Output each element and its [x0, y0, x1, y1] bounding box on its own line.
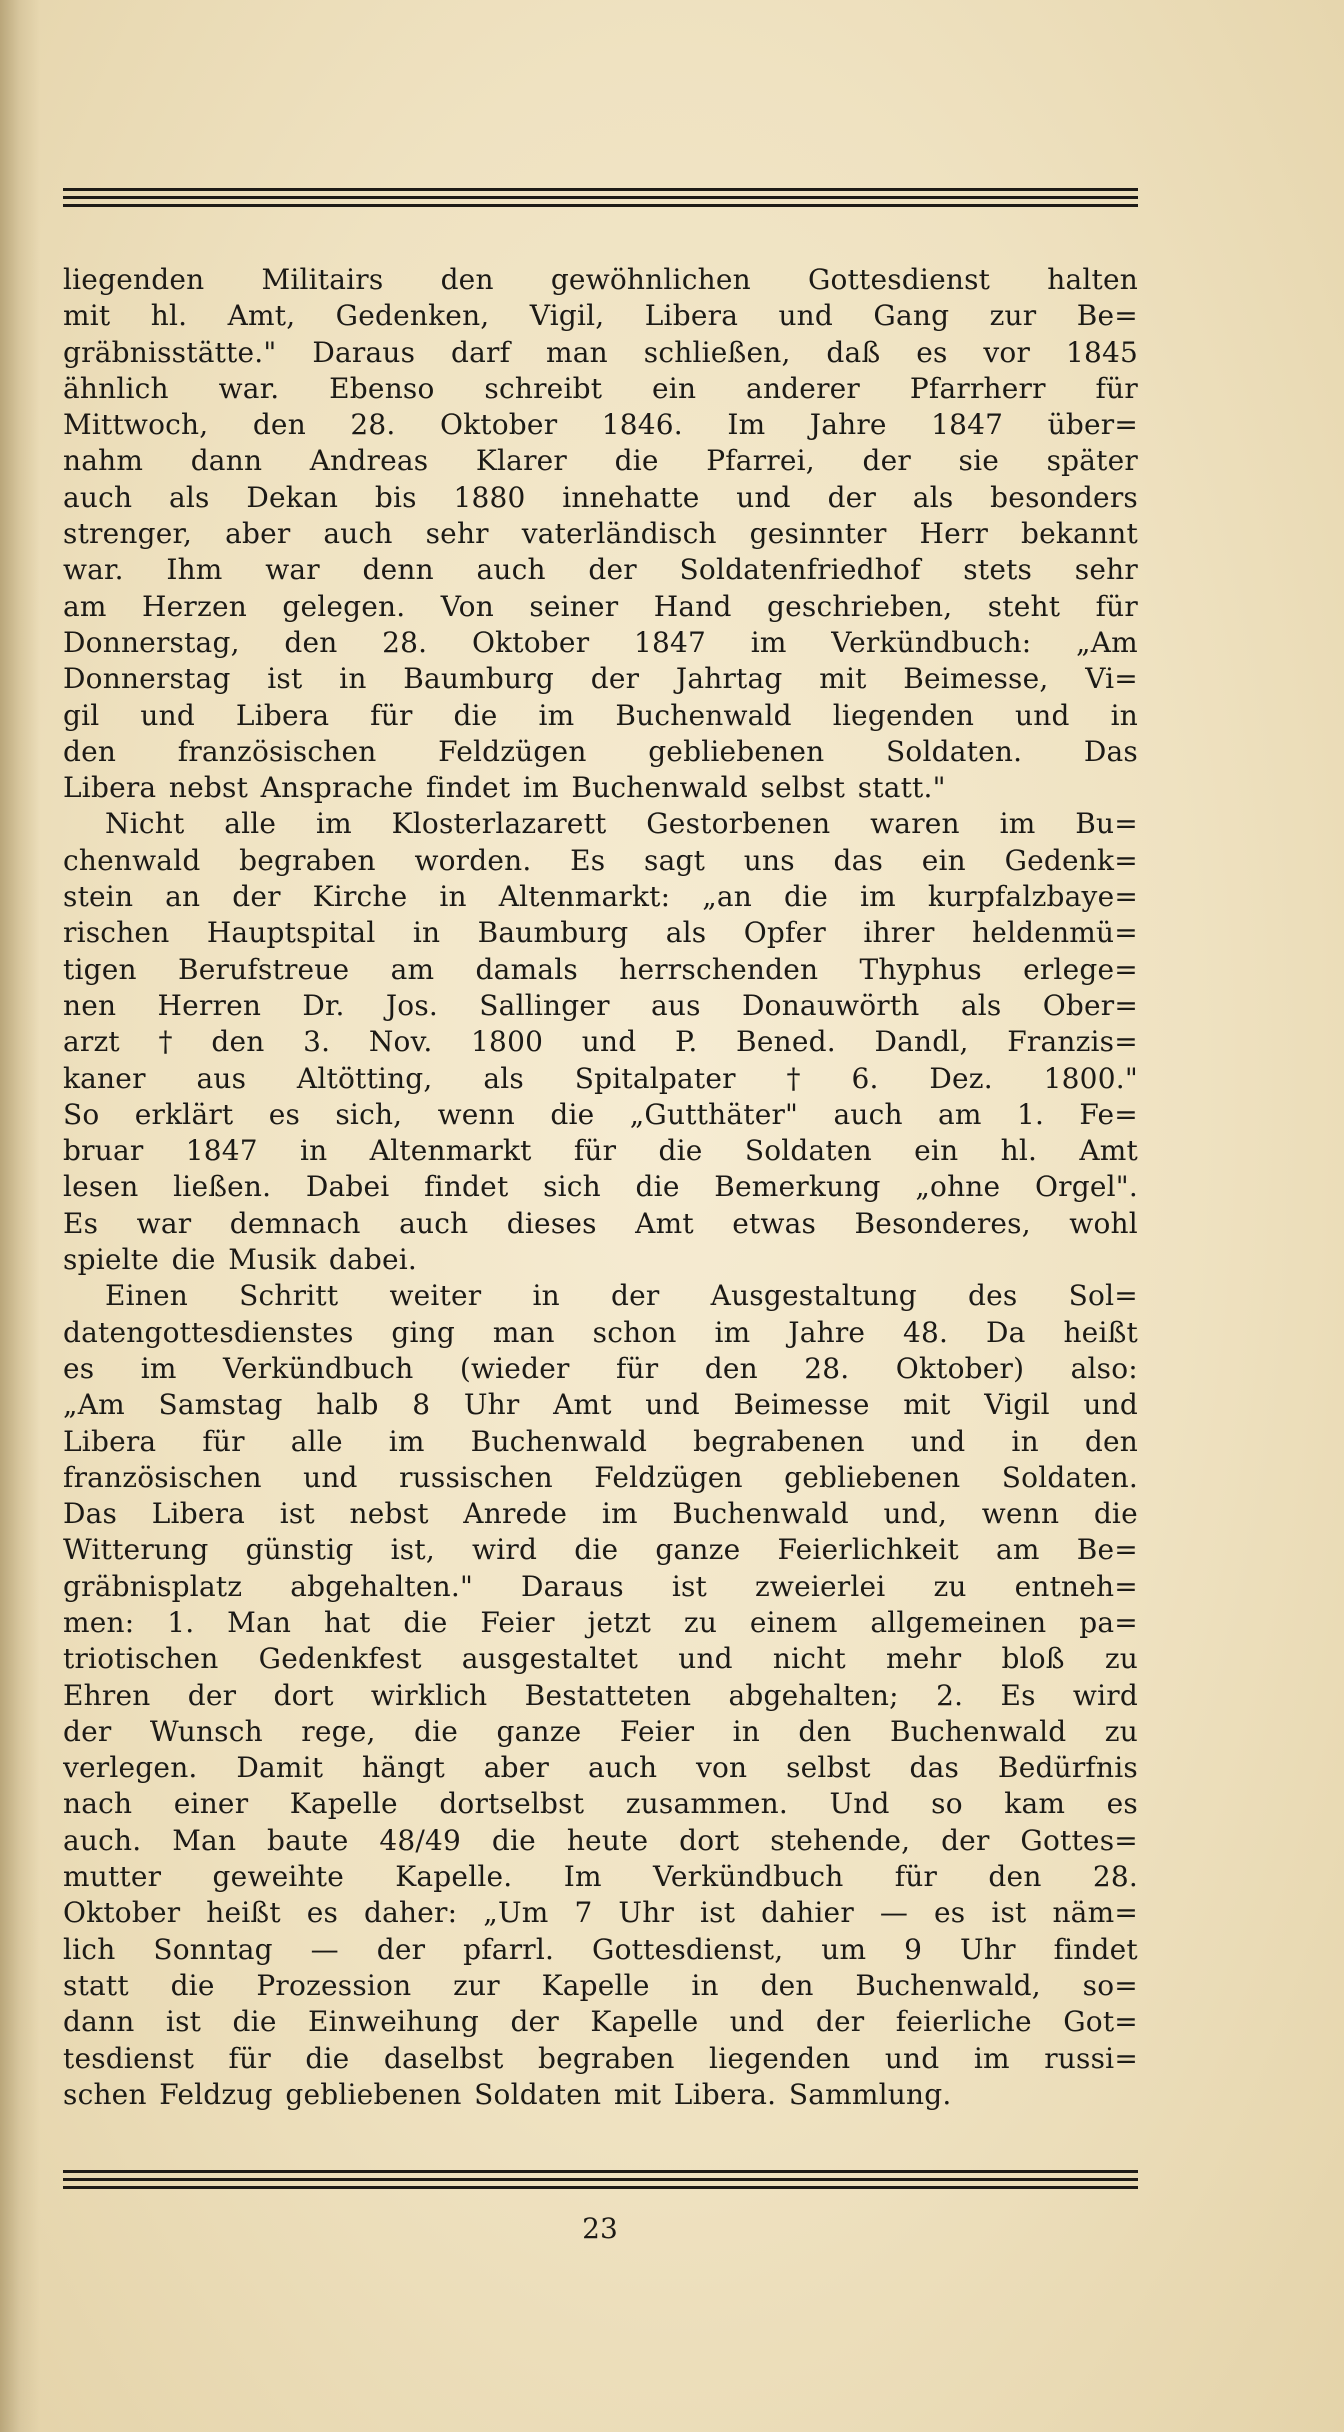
text-line: datengottesdienstes ging man schon im Jahre 48. Da heißt — [63, 1315, 1138, 1349]
text-line: mutter geweihte Kapelle. Im Verkündbuch für den 28. — [63, 1860, 1138, 1894]
rule-line — [63, 204, 1138, 207]
text-line: spielte die Musik dabei. — [63, 1243, 418, 1277]
top-double-rule — [63, 188, 1138, 212]
text-line: Das Libera ist nebst Anrede im Buchenwald und, wenn die — [63, 1497, 1138, 1531]
text-line: bruar 1847 in Altenmarkt für die Soldaten ein hl. Amt — [63, 1134, 1138, 1168]
text-line: nach einer Kapelle dortselbst zusammen. Und so kam es — [63, 1787, 1138, 1821]
text-line: war. Ihm war denn auch der Soldatenfriedhof stets sehr — [63, 553, 1138, 587]
rule-line — [63, 196, 1138, 199]
text-line: es im Verkündbuch (wieder für den 28. Oktober) also: — [63, 1351, 1138, 1385]
text-line: schen Feldzug gebliebenen Soldaten mit Libera. Sammlung. — [63, 2077, 952, 2111]
rule-line — [63, 2186, 1138, 2189]
text-line: auch. Man baute 48/49 die heute dort stehende, der Gottes= — [63, 1823, 1138, 1857]
text-line: Donnerstag ist in Baumburg der Jahrtag mit Beimesse, Vi= — [63, 662, 1138, 696]
bottom-double-rule — [63, 2170, 1138, 2194]
text-line: Es war demnach auch dieses Amt etwas Besonderes, wohl — [63, 1206, 1138, 1240]
text-line: gräbnisplatz abgehalten." Daraus ist zweierlei zu entneh= — [63, 1569, 1138, 1603]
text-line: dann ist die Einweihung der Kapelle und der feierliche Got= — [63, 2005, 1138, 2039]
text-line: strenger, aber auch sehr vaterländisch gesinnter Herr bekannt — [63, 517, 1138, 551]
text-line: statt die Prozession zur Kapelle in den Buchenwald, so= — [63, 1968, 1138, 2002]
text-line: den französischen Feldzügen gebliebenen Soldaten. Das — [63, 734, 1138, 768]
page-spine-shadow — [0, 0, 40, 2432]
text-line: lich Sonntag — der pfarrl. Gottesdienst, um 9 Uhr findet — [63, 1932, 1138, 1966]
text-line: Donnerstag, den 28. Oktober 1847 im Verkündbuch: „Am — [63, 625, 1138, 659]
text-line: Libera nebst Ansprache findet im Buchenwald selbst statt." — [63, 771, 946, 805]
body-text — [63, 262, 1138, 2113]
text-line: Libera für alle im Buchenwald begrabenen und in den — [63, 1424, 1138, 1458]
text-line: Ehren der dort wirklich Bestatteten abgehalten; 2. Es wird — [63, 1678, 1138, 1712]
text-line: Witterung günstig ist, wird die ganze Feierlichkeit am Be= — [63, 1533, 1138, 1567]
text-line: lesen ließen. Dabei findet sich die Bemerkung „ohne Orgel". — [63, 1170, 1138, 1204]
text-line: mit hl. Amt, Gedenken, Vigil, Libera und Gang zur Be= — [63, 299, 1138, 333]
text-line: So erklärt es sich, wenn die „Gutthäter" auch am 1. Fe= — [63, 1097, 1138, 1131]
text-line: stein an der Kirche in Altenmarkt: „an die im kurpfalzbaye= — [63, 880, 1138, 914]
text-line: Einen Schritt weiter in der Ausgestaltung des Sol= — [105, 1279, 1138, 1313]
text-line: verlegen. Damit hängt aber auch von selbst das Bedürfnis — [63, 1751, 1138, 1785]
text-line: kaner aus Altötting, als Spitalpater † 6. Dez. 1800." — [63, 1061, 1138, 1095]
text-line: „Am Samstag halb 8 Uhr Amt und Beimesse mit Vigil und — [63, 1388, 1138, 1422]
text-line: chenwald begraben worden. Es sagt uns das ein Gedenk= — [63, 843, 1138, 877]
text-line: französischen und russischen Feldzügen gebliebenen Soldaten. — [63, 1460, 1138, 1494]
text-line: tesdienst für die daselbst begraben liegenden und im russi= — [63, 2041, 1138, 2075]
text-line: am Herzen gelegen. Von seiner Hand geschrieben, steht für — [63, 589, 1138, 623]
text-line: nahm dann Andreas Klarer die Pfarrei, der sie später — [63, 444, 1138, 478]
text-line: ähnlich war. Ebenso schreibt ein anderer Pfarrherr für — [63, 371, 1138, 405]
text-line: Mittwoch, den 28. Oktober 1846. Im Jahre 1847 über= — [63, 408, 1138, 442]
text-line: auch als Dekan bis 1880 innehatte und der als besonders — [63, 480, 1138, 514]
text-line: gräbnisstätte." Daraus darf man schließen, daß es vor 1845 — [63, 335, 1138, 369]
rule-line — [63, 188, 1138, 191]
text-line: tigen Berufstreue am damals herrschenden Thyphus erlege= — [63, 952, 1138, 986]
text-line: triotischen Gedenkfest ausgestaltet und nicht mehr bloß zu — [63, 1642, 1138, 1676]
text-line: liegenden Militairs den gewöhnlichen Gottesdienst halten — [63, 263, 1138, 296]
text-line: gil und Libera für die im Buchenwald liegenden und in — [63, 698, 1138, 732]
text-line: rischen Hauptspital in Baumburg als Opfer ihrer heldenmü= — [63, 916, 1138, 950]
text-line: arzt † den 3. Nov. 1800 und P. Bened. Dandl, Franzis= — [63, 1025, 1138, 1059]
rule-line — [63, 2178, 1138, 2181]
text-line: men: 1. Man hat die Feier jetzt zu einem allgemeinen pa= — [63, 1605, 1138, 1639]
text-line: Nicht alle im Klosterlazarett Gestorbenen waren im Bu= — [105, 807, 1138, 841]
rule-line — [63, 2170, 1138, 2173]
text-line: der Wunsch rege, die ganze Feier in den Buchenwald zu — [63, 1714, 1138, 1748]
text-line: nen Herren Dr. Jos. Sallinger aus Donauwörth als Ober= — [63, 988, 1138, 1022]
page-number: 23 — [582, 2212, 618, 2245]
text-line: Oktober heißt es daher: „Um 7 Uhr ist dahier — es ist näm= — [63, 1896, 1138, 1930]
